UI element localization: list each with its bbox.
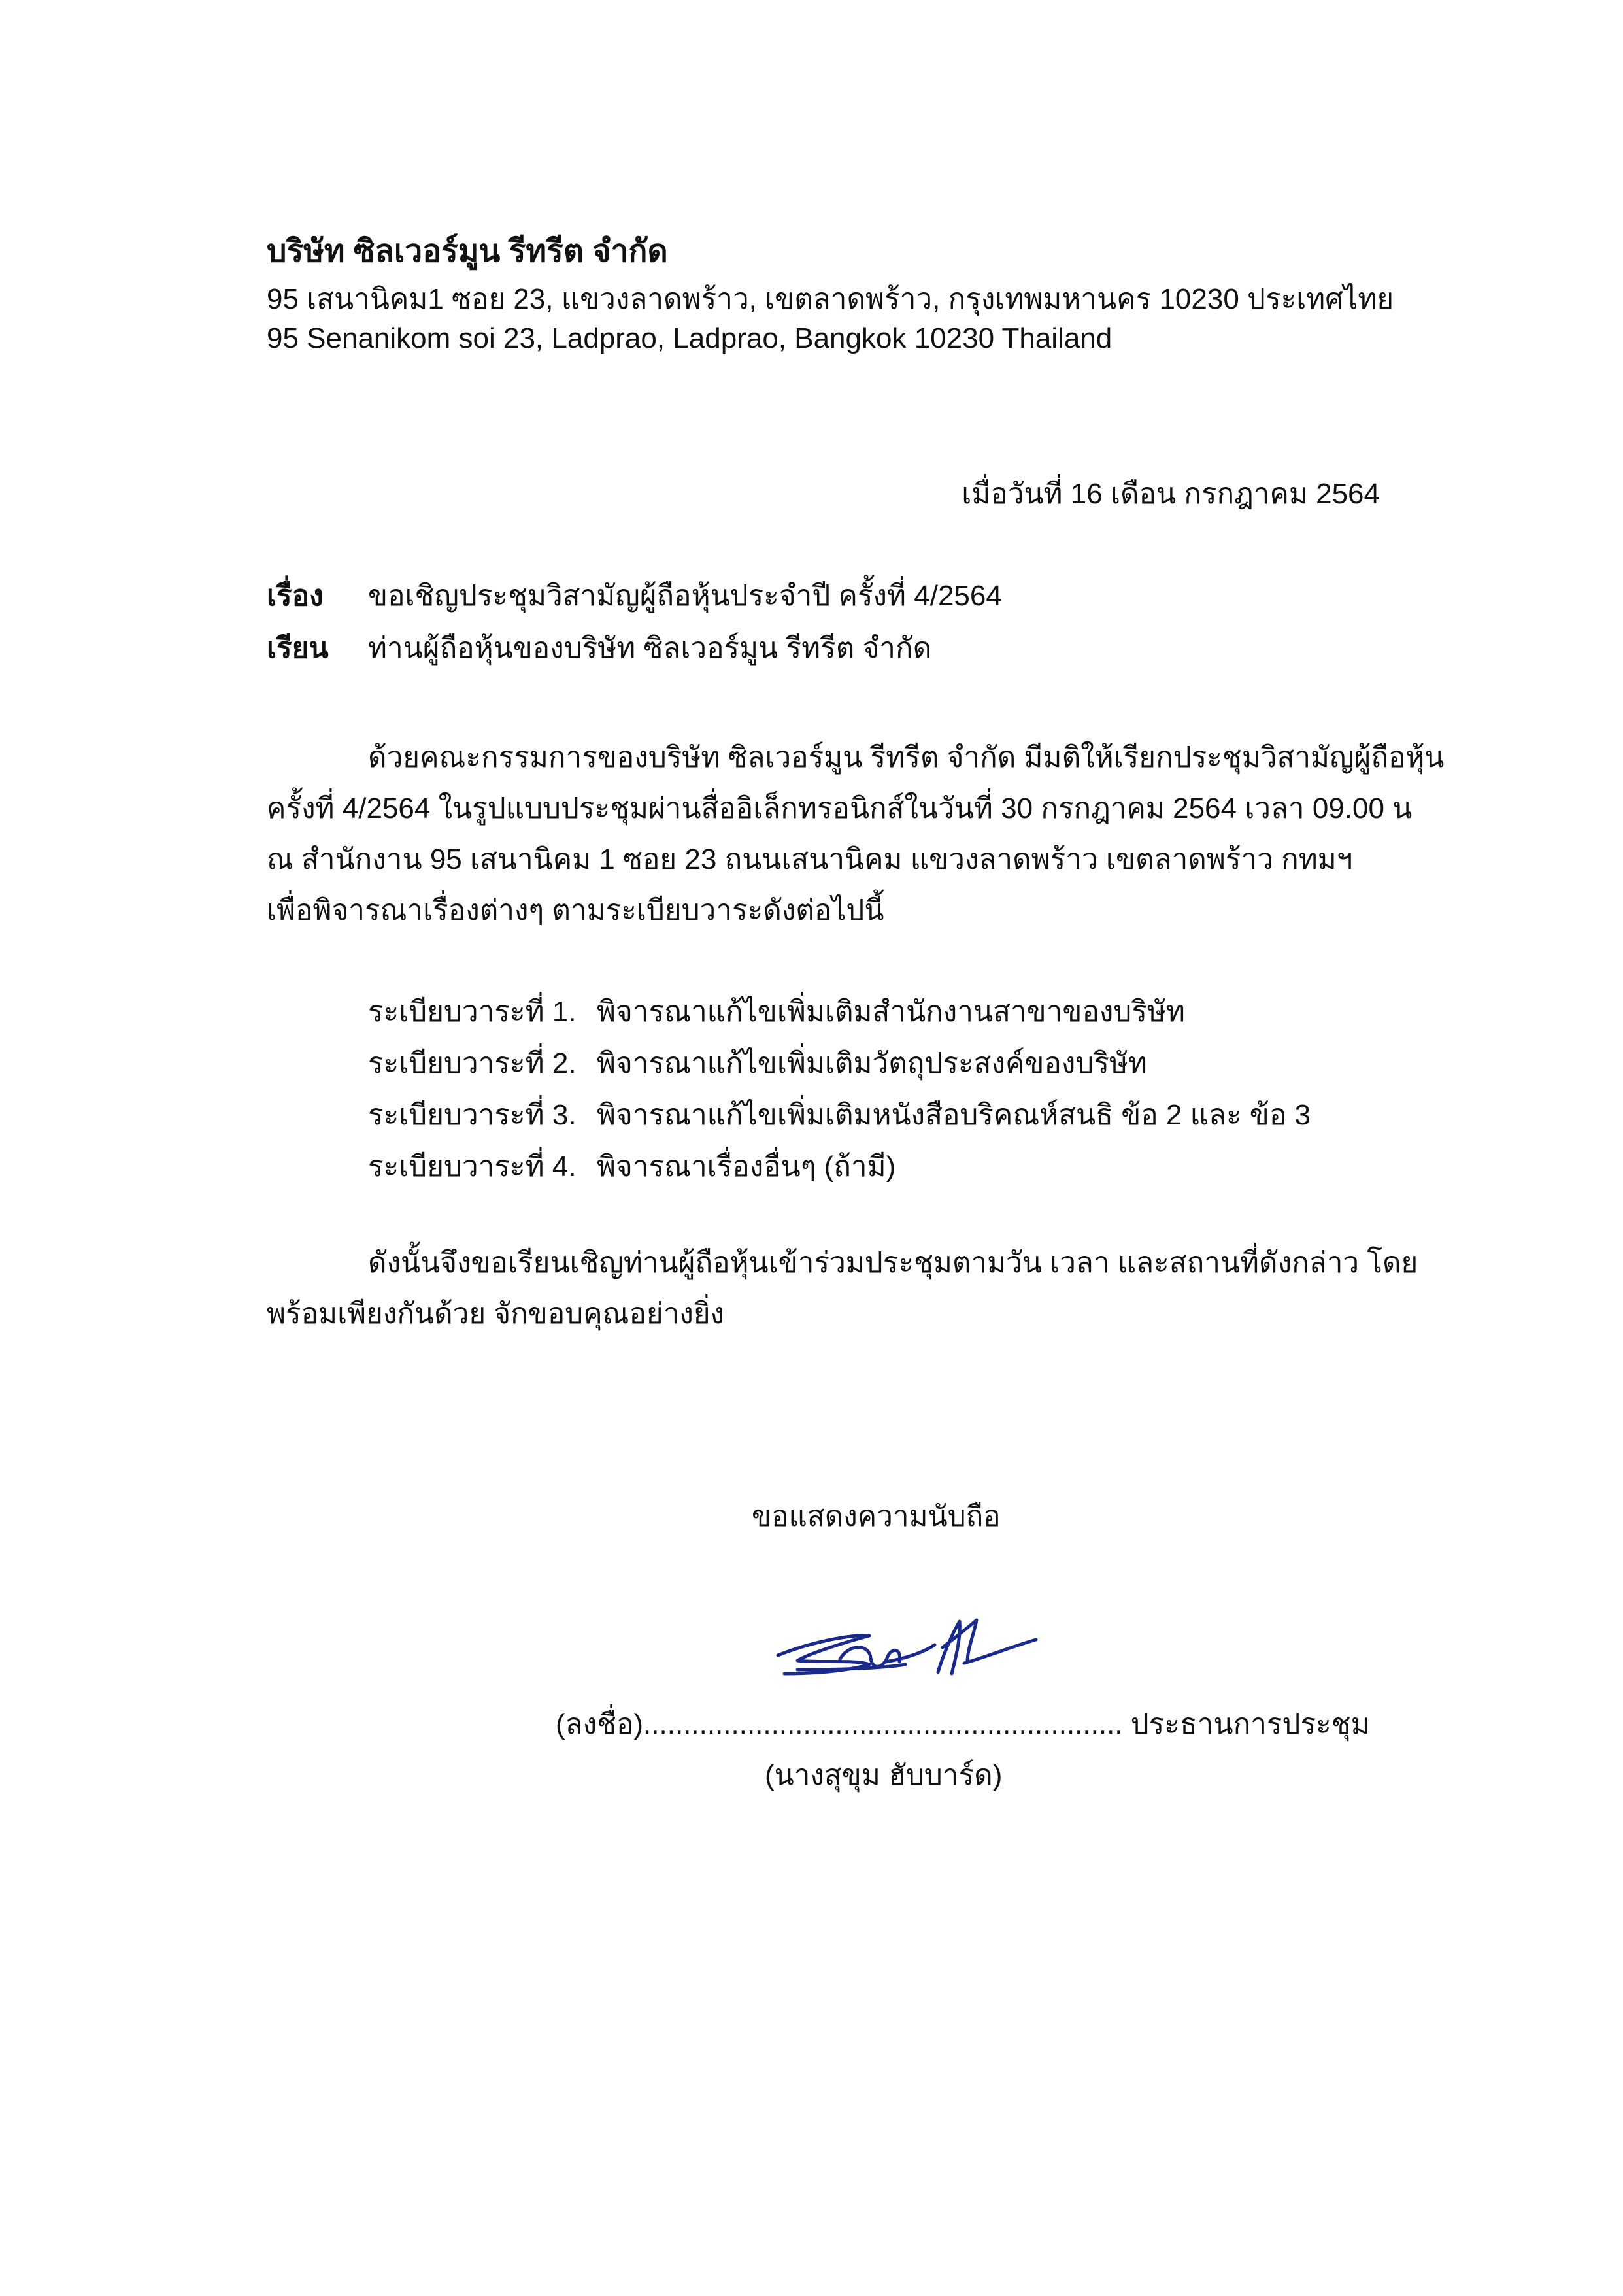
company-address-english: 95 Senanikom soi 23, Ladprao, Ladprao, Bangkok 10230 Thailand: [267, 322, 1113, 354]
recipient-label: เรียน: [267, 632, 329, 664]
subject-label: เรื่อง: [267, 580, 324, 612]
paragraph-line: ด้วยคณะกรรมการของบริษัท ซิลเวอร์มูน รีทรีต จำกัด มีมติให้เรียกประชุมวิสามัญผู้ถือหุ้น: [368, 741, 1445, 773]
signature-image: [771, 1602, 1046, 1700]
recipient-text: ท่านผู้ถือหุ้นของบริษัท ซิลเวอร์มูน รีทรีต จำกัด: [368, 632, 932, 664]
agenda-item-text: พิจารณาแก้ไขเพิ่มเติมวัตถุประสงค์ของบริษัท: [597, 1047, 1147, 1079]
body-paragraph-1: [267, 732, 1445, 936]
agenda-item-text: พิจารณาแก้ไขเพิ่มเติมสำนักงานสาขาของบริษัท: [597, 996, 1185, 1028]
paragraph-line: ณ สำนักงาน 95 เสนานิคม 1 ซอย 23 ถนนเสนานิคม แขวงลาดพร้าว เขตลาดพร้าว กทมฯ: [267, 843, 1353, 875]
paragraph-line: เพื่อพิจารณาเรื่องต่างๆ ตามระเบียบวาระดังต่อไปนี้: [267, 894, 884, 926]
signature-line: (ลงชื่อ)............................................................ ประธานการประชุม: [556, 1708, 1370, 1740]
agenda-item-number: ระเบียบวาระที่ 3.: [368, 1099, 577, 1131]
agenda-item-text: พิจารณาแก้ไขเพิ่มเติมหนังสือบริคณห์สนธิ ข้อ 2 และ ข้อ 3: [597, 1099, 1311, 1131]
agenda-item: [368, 1038, 1311, 1089]
closing-salutation: ขอแสดงความนับถือ: [752, 1500, 1001, 1532]
subject-text: ขอเชิญประชุมวิสามัญผู้ถือหุ้นประจำปี ครั้งที่ 4/2564: [368, 580, 1002, 612]
company-name: บริษัท ซิลเวอร์มูน รีทรีต จำกัด: [267, 234, 668, 269]
recipient-row: [267, 630, 931, 667]
agenda-item-number: ระเบียบวาระที่ 1.: [368, 996, 577, 1028]
paragraph-line: ดังนั้นจึงขอเรียนเชิญท่านผู้ถือหุ้นเข้าร่วมประชุมตามวัน เวลา และสถานที่ดังกล่าว โดย: [368, 1247, 1418, 1279]
agenda-item-text: พิจารณาเรื่องอื่นๆ (ถ้ามี): [597, 1151, 896, 1183]
agenda-list: [368, 986, 1311, 1192]
paragraph-line: ครั้งที่ 4/2564 ในรูปแบบประชุมผ่านสื่ออิเล็กทรอนิกส์ในวันที่ 30 กรกฎาคม 2564 เวลา 09.00 น: [267, 792, 1413, 824]
letter-date: เมื่อวันที่ 16 เดือน กรกฎาคม 2564: [962, 478, 1380, 510]
paragraph-line: พร้อมเพียงกันด้วย จักขอบคุณอย่างยิ่ง: [267, 1298, 725, 1330]
agenda-item: [368, 1141, 1311, 1192]
body-paragraph-2: [267, 1238, 1418, 1340]
company-address-thai: 95 เสนานิคม1 ซอย 23, แขวงลาดพร้าว, เขตลาดพร้าว, กรุงเทพมหานคร 10230 ประเทศไทย: [267, 283, 1394, 315]
subject-row: [267, 578, 1002, 615]
agenda-item: [368, 1089, 1311, 1141]
signatory-name: (นางสุขุม ฮับบาร์ด): [765, 1759, 1003, 1791]
agenda-item: [368, 986, 1311, 1038]
agenda-item-number: ระเบียบวาระที่ 2.: [368, 1047, 577, 1079]
agenda-item-number: ระเบียบวาระที่ 4.: [368, 1151, 577, 1183]
